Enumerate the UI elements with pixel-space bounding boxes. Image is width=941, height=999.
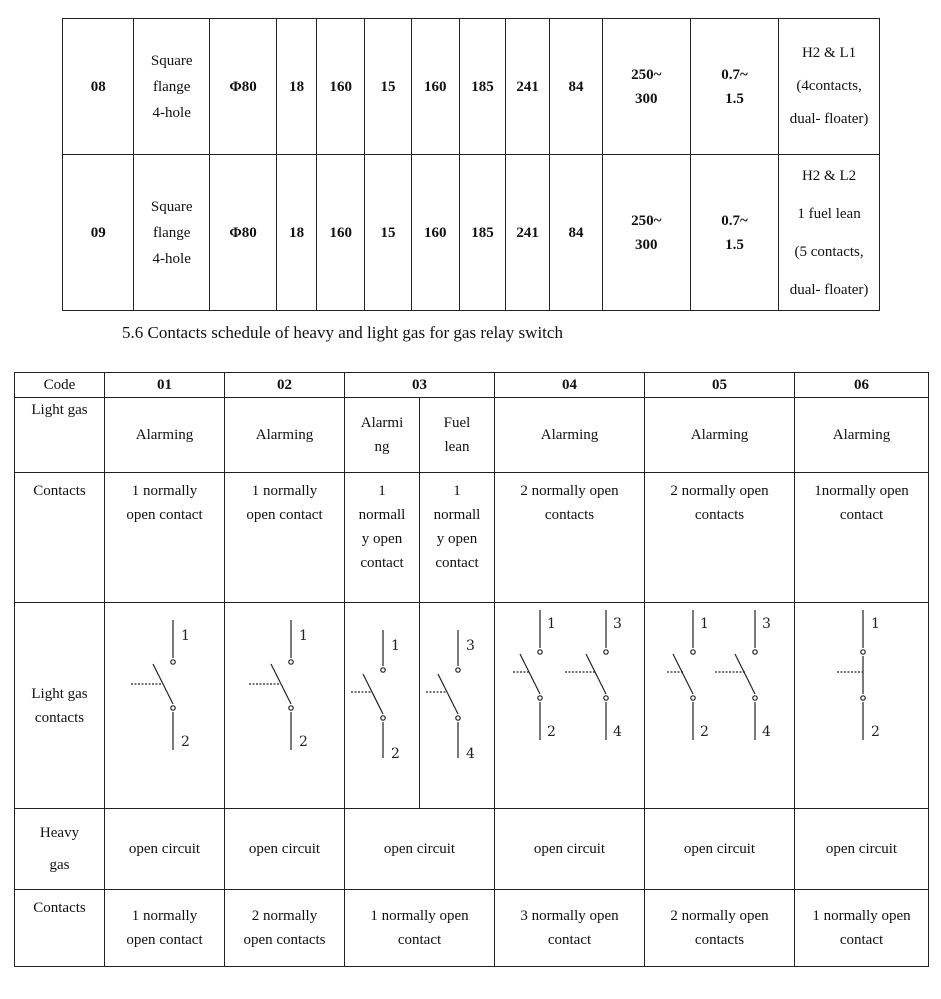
spec-cell: 160	[411, 19, 459, 155]
contacts-cell: 1 normally open contact	[795, 890, 929, 967]
spec-cell: 160	[317, 19, 365, 155]
switch-diagram	[420, 606, 495, 806]
heavy-gas-cell: open circuit	[795, 809, 929, 890]
diagram-number: 3	[613, 615, 622, 632]
diagram-number: 2	[700, 723, 709, 740]
diagram-number: 4	[466, 745, 475, 762]
switch-diagram	[225, 606, 345, 806]
code-row	[15, 373, 929, 398]
diagram-number: 2	[181, 733, 190, 750]
spec-no: 09	[63, 155, 134, 311]
code-cell: 02	[225, 373, 345, 398]
light-gas-row	[15, 398, 929, 473]
heavy-gas-cell: open circuit	[225, 809, 345, 890]
diagram-number: 1	[547, 615, 556, 632]
contacts-cell: 2 normally open contacts	[495, 473, 645, 603]
switch-diagram	[105, 606, 225, 806]
diagram-cell	[225, 603, 345, 809]
switch-diagram	[645, 606, 795, 806]
diagram-number: 4	[762, 723, 771, 740]
contacts-cell: 1 normally open contact	[105, 473, 225, 603]
spec-type: Square flange 4-hole	[134, 19, 210, 155]
diagram-number: 1	[700, 615, 709, 632]
diagram-number: 4	[613, 723, 622, 740]
contacts-label: Contacts	[15, 890, 105, 967]
spec-cell: 185	[459, 155, 505, 311]
contacts-row	[15, 890, 929, 967]
light-gas-label: Light gas	[15, 398, 105, 473]
diagram-cell	[795, 603, 929, 809]
spec-cell: 15	[365, 155, 411, 311]
light-gas-cell: Fuel lean	[420, 398, 495, 473]
code-cell: 04	[495, 373, 645, 398]
contacts-cell: 3 normally open contact	[495, 890, 645, 967]
contacts-table	[14, 372, 929, 967]
diagram-number: 2	[299, 733, 308, 750]
contacts-cell: 1 normally open contact	[105, 890, 225, 967]
light-gas-cell: Alarming	[105, 398, 225, 473]
contacts-label: Contacts	[15, 473, 105, 603]
switch-diagram	[795, 606, 929, 806]
diagram-number: 1	[299, 627, 308, 644]
contacts-cell: 1 normally open contact	[345, 890, 495, 967]
contacts-cell: 2 normally open contacts	[645, 890, 795, 967]
contacts-cell: 2 normally open contacts	[645, 473, 795, 603]
diagram-number: 1	[181, 627, 190, 644]
heavy-gas-cell: open circuit	[345, 809, 495, 890]
contacts-cell: 1normally open contact	[795, 473, 929, 603]
diagram-number: 3	[466, 637, 475, 654]
light-gas-cell: Alarming	[225, 398, 345, 473]
spec-cell: 241	[506, 155, 550, 311]
diagram-cell	[645, 603, 795, 809]
spec-cell: 0.7~ 1.5	[690, 155, 778, 311]
light-gas-cell: Alarming	[645, 398, 795, 473]
spec-cell: 18	[277, 19, 317, 155]
light-gas-cell: Alarming	[495, 398, 645, 473]
spec-no: 08	[63, 19, 134, 155]
spec-cell: 241	[506, 19, 550, 155]
section-caption: 5.6 Contacts schedule of heavy and light gas for gas relay switch	[122, 323, 563, 342]
spec-cell: 160	[317, 155, 365, 311]
heavy-gas-cell: open circuit	[645, 809, 795, 890]
contacts-cell: 1 normall y open contact	[345, 473, 420, 603]
spec-cell: 84	[550, 155, 603, 311]
spec-row	[63, 155, 880, 311]
spec-cell: 250~ 300	[602, 155, 690, 311]
diagram-number: 1	[871, 615, 880, 632]
spec-diameter: Φ80	[210, 155, 277, 311]
code-cell: 03	[345, 373, 495, 398]
spec-remark: H2 & L1 (4contacts, dual- floater)	[779, 19, 880, 155]
spec-cell: 15	[365, 19, 411, 155]
spec-row	[63, 19, 880, 155]
contacts-cell: 2 normally open contacts	[225, 890, 345, 967]
switch-diagram	[495, 606, 645, 806]
spec-cell: 84	[550, 19, 603, 155]
spec-table	[62, 18, 880, 311]
light-gas-contacts-label: Light gas contacts	[15, 603, 105, 809]
contacts-row	[15, 473, 929, 603]
code-cell: 06	[795, 373, 929, 398]
heavy-gas-cell: open circuit	[495, 809, 645, 890]
spec-diameter: Φ80	[210, 19, 277, 155]
heavy-gas-label: Heavy gas	[15, 809, 105, 890]
code-label: Code	[15, 373, 105, 398]
diagram-cell	[105, 603, 225, 809]
diagram-cell	[420, 603, 495, 809]
spec-type: Square flange 4-hole	[134, 155, 210, 311]
light-gas-contacts-row	[15, 603, 929, 809]
light-gas-cell: Alarmi ng	[345, 398, 420, 473]
diagram-cell	[495, 603, 645, 809]
spec-cell: 160	[411, 155, 459, 311]
diagram-cell	[345, 603, 420, 809]
diagram-number: 2	[391, 745, 400, 762]
heavy-gas-row	[15, 809, 929, 890]
diagram-number: 2	[871, 723, 880, 740]
diagram-number: 3	[762, 615, 771, 632]
contacts-cell: 1 normally open contact	[225, 473, 345, 603]
diagram-number: 2	[547, 723, 556, 740]
switch-diagram	[345, 606, 420, 806]
spec-cell: 18	[277, 155, 317, 311]
diagram-number: 1	[391, 637, 400, 654]
spec-cell: 250~ 300	[602, 19, 690, 155]
code-cell: 01	[105, 373, 225, 398]
code-cell: 05	[645, 373, 795, 398]
spec-remark: H2 & L2 1 fuel lean (5 contacts, dual- floater)	[779, 155, 880, 311]
spec-cell: 0.7~ 1.5	[690, 19, 778, 155]
light-gas-cell: Alarming	[795, 398, 929, 473]
contacts-cell: 1 normall y open contact	[420, 473, 495, 603]
heavy-gas-cell: open circuit	[105, 809, 225, 890]
spec-cell: 185	[459, 19, 505, 155]
